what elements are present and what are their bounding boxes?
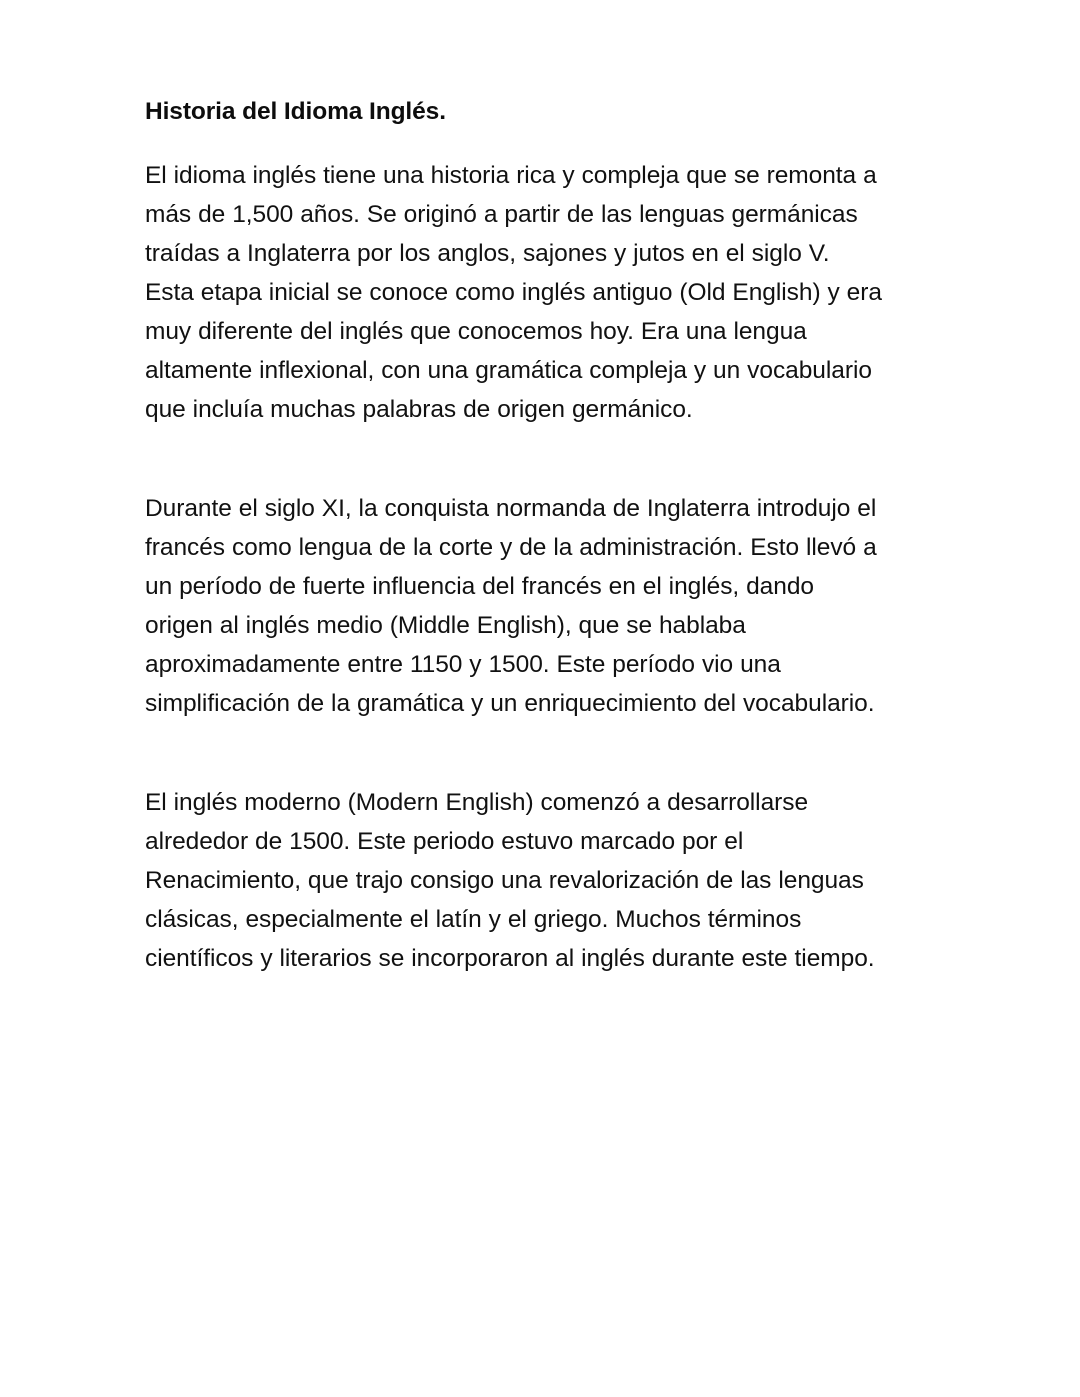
page-title: Historia del Idioma Inglés. <box>145 98 446 125</box>
paragraph-3: El inglés moderno (Modern English) comenzó a desarrollarse alrededor de 1500. Este periodo estuvo marcado por el Renacimiento, que trajo consigo una revalorización de las lenguas clásicas, especialmente el latín y el griego. Muchos términos científicos y literarios se incorporaron al inglés durante este tiempo. <box>145 788 875 972</box>
document-body <box>145 96 883 978</box>
paragraph-spacer <box>145 723 883 783</box>
paragraph-2: Durante el siglo XI, la conquista normanda de Inglaterra introdujo el francés como lengua de la corte y de la administración. Esto llevó a un período de fuerte influencia del francés en el inglés, dando origen al inglés medio (Middle English), que se hablaba aproximadamente entre 1150 y 1500. Este período vio una simplificación de la gramática y un enriquecimiento del vocabulario. <box>145 494 877 717</box>
paragraph-spacer <box>145 429 883 489</box>
paragraph-1: El idioma inglés tiene una historia rica y compleja que se remonta a más de 1,500 años. Se originó a partir de las lenguas germánicas traídas a Inglaterra por los anglos, sajones y jutos en el siglo V. Esta etapa inicial se conoce como inglés antiguo (Old English) y era muy diferente del inglés que conocemos hoy. Era una lengua altamente inflexional, con una gramática compleja y un vocabulario que incluía muchas palabras de origen germánico. <box>145 161 882 423</box>
